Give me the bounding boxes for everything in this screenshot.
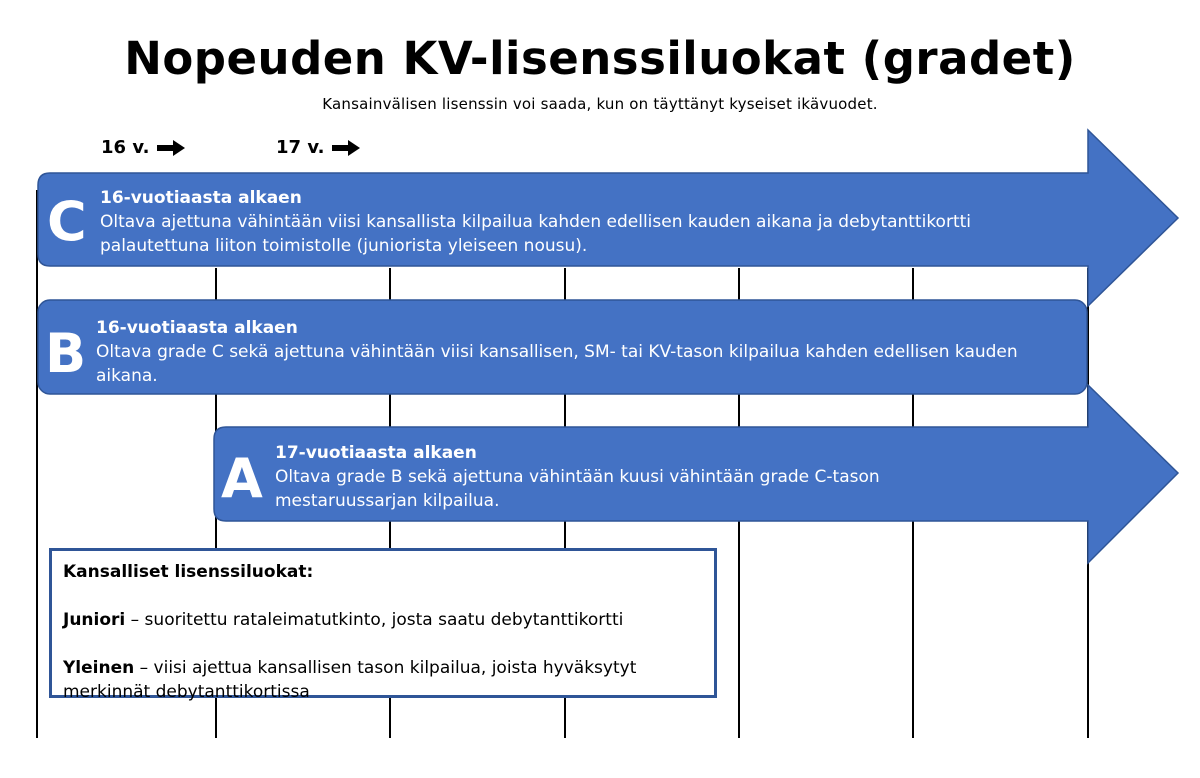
age-label-text: 16 v.	[101, 137, 150, 158]
age-label-17	[276, 137, 360, 158]
grade-a-text	[275, 441, 1015, 513]
grade-a-heading: 17-vuotiaasta alkaen	[275, 443, 477, 463]
grade-a-letter: A	[221, 447, 263, 510]
grade-b-letter: B	[45, 322, 87, 385]
page-title: Nopeuden KV-lisenssiluokat (gradet)	[124, 32, 1076, 85]
license-definition: – suoritettu rataleimatutkinto, josta saatu debytanttikortti	[125, 610, 624, 630]
grade-a-description: Oltava grade B sekä ajettuna vähintään kuusi vähintään grade C-tason mestaruussarjan kilpailua.	[275, 467, 880, 511]
national-license-item	[63, 656, 703, 704]
grade-b-description: Oltava grade C sekä ajettuna vähintään viisi kansallisen, SM- tai KV-tason kilpailua kahden edellisen kauden aikana.	[96, 342, 1018, 386]
age-label-text: 17 v.	[276, 137, 325, 158]
grade-b-heading: 16-vuotiaasta alkaen	[96, 318, 298, 338]
page-subtitle: Kansainvälisen lisenssin voi saada, kun on täyttänyt kyseiset ikävuodet.	[322, 95, 878, 113]
national-licenses-box	[49, 548, 717, 702]
national-licenses-title: Kansalliset lisenssiluokat:	[63, 562, 314, 582]
grade-c-description: Oltava ajettuna vähintään viisi kansallista kilpailua kahden edellisen kauden aikana ja debytanttikortti palautettuna liiton toimistolle (juniorista yleiseen nousu).	[100, 212, 972, 256]
grade-b-text	[96, 316, 1026, 388]
arrow-right-icon	[332, 140, 360, 156]
age-label-16	[101, 137, 185, 158]
license-term: Yleinen	[63, 658, 135, 678]
grade-c-heading: 16-vuotiaasta alkaen	[100, 188, 302, 208]
grade-c-letter: C	[47, 190, 87, 253]
national-license-item	[63, 608, 703, 632]
license-definition: – viisi ajettua kansallisen tason kilpailua, joista hyväksytyt merkinnät debytanttikortissa	[63, 658, 637, 702]
arrow-right-icon	[157, 140, 185, 156]
grade-c-text	[100, 186, 980, 258]
license-term: Juniori	[63, 610, 126, 630]
